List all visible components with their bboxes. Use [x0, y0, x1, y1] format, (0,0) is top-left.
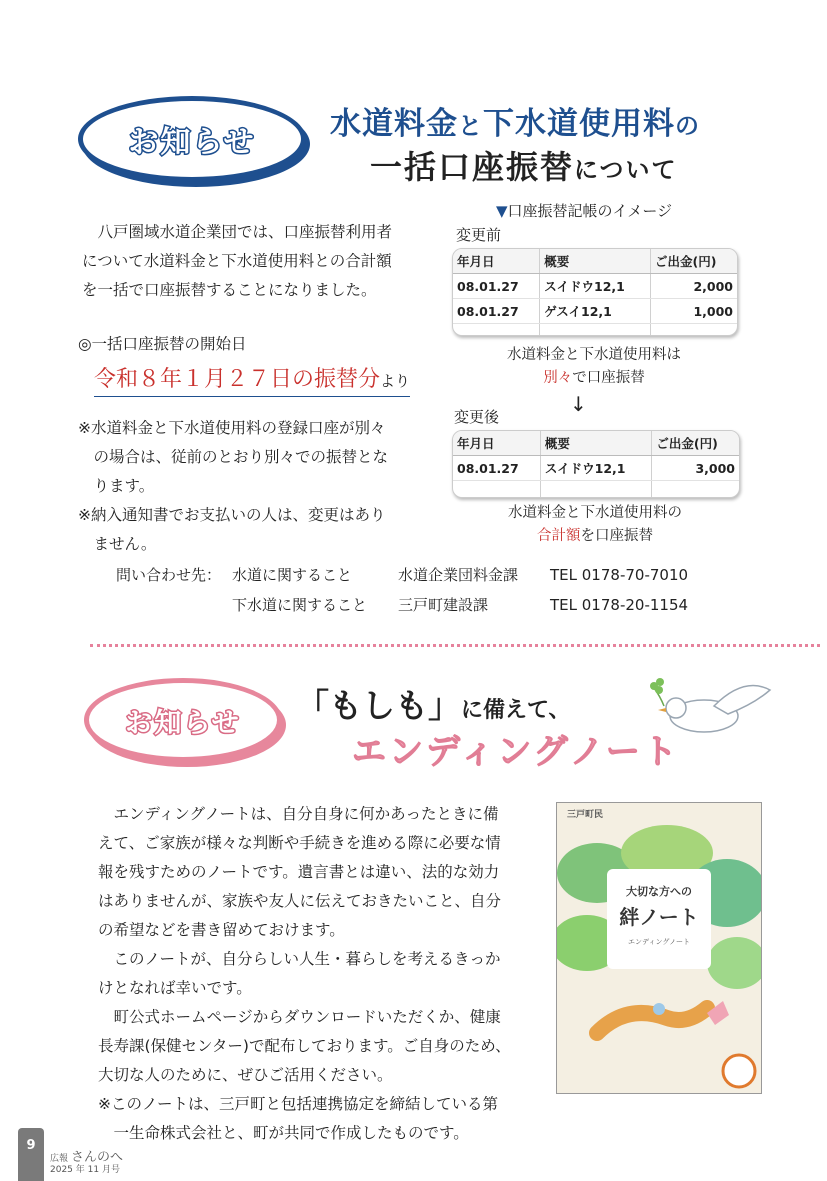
- publication-name: 広報 さんのへ: [50, 1150, 124, 1165]
- ledger-header: 概要: [540, 431, 652, 456]
- contact-tel: TEL 0178-70-7010: [550, 566, 689, 584]
- table-row: 08.01.27 ゲスイ12,1 1,000: [453, 299, 737, 324]
- section2-title-line1: 「もしも」に備えて、: [296, 686, 571, 725]
- caption-after: 水道料金と下水道使用料の 合計額を口座振替: [508, 505, 682, 544]
- ledger-header: 年月日: [453, 249, 540, 274]
- contact-dept: 水道企業団料金課: [398, 566, 519, 584]
- dove-illustration: [644, 666, 774, 750]
- ledger-header: 概要: [540, 249, 651, 274]
- contact-tel: TEL 0178-20-1154: [550, 596, 689, 614]
- caption-before: 水道料金と下水道使用料は 別々で口座振替: [507, 347, 681, 386]
- book-title: 絆ノート: [619, 905, 699, 929]
- table-row: 08.01.27 スイドウ12,1 3,000: [453, 456, 739, 481]
- ledger-image-title: ▼口座振替記帳のイメージ: [496, 202, 673, 220]
- section2-title-line2: エンディングノート: [352, 732, 680, 772]
- intro-paragraph: 八戸圏域水道企業団では、口座振替利用者 について水道料金と下水道使用料との合計額 を一括で口座振替することになりました。: [82, 223, 393, 299]
- contact-label: 問い合わせ先：: [116, 566, 222, 584]
- start-date-underline: [94, 396, 410, 397]
- section1-title-line1: 水道料金と下水道使用料の: [330, 106, 700, 142]
- book-subtitle: 大切な方への: [626, 885, 692, 898]
- triangle-down-icon: ▼: [496, 202, 508, 220]
- contact-topic: 水道に関すること: [232, 566, 353, 584]
- section-divider: [90, 644, 820, 647]
- contact-topic: 下水道に関すること: [232, 596, 368, 614]
- notes: ※水道料金と下水道使用料の登録口座が別々 の場合は、従前のとおり別々での振替とな ります。 ※納入通知書でお支払いの人は、変更はあり ません。: [78, 419, 389, 553]
- book-cover-image: [556, 802, 762, 1094]
- contact-dept: 三戸町建設課: [398, 596, 489, 614]
- issue-date: 2025 年 11 月号: [50, 1165, 120, 1175]
- after-label: 変更後: [454, 408, 500, 426]
- ledger-after: [452, 430, 740, 498]
- ledger-header: ご出金(円): [652, 431, 739, 456]
- book-publisher: 三戸町民: [567, 810, 604, 820]
- start-date: 令和８年１月２７日の振替分より: [94, 367, 411, 392]
- ledger-before: [452, 248, 738, 336]
- notice-badge: お知らせ: [84, 678, 282, 762]
- table-row: 08.01.27 スイドウ12,1 2,000: [453, 274, 737, 299]
- ledger-header: ご出金(円): [651, 249, 737, 274]
- arrow-down-icon: ↓: [570, 392, 587, 416]
- start-heading: ◎一括口座振替の開始日: [78, 335, 247, 353]
- ledger-header: 年月日: [453, 431, 540, 456]
- page-number: 9: [26, 1138, 36, 1153]
- ending-note-body: エンディングノートは、自分自身に何かあったときに備 えて、ご家族が様々な判断や手続きを進める際に必要な情 報を残すためのノートです。遺言書とは違い、法的な効力 はありませんが、家族や友人に伝えておきたいこと、自分 の希望などを書き留めておけます。 このノートが、自分らしい人生・暮らしを考えるきっか けとなれば幸いです。 町公式ホームページからダウンロードいただくか、健康 長寿課(保健センター)で配布しております。ご自身のため、 大切な人のために、ぜひご活用ください。 ※このノートは、三戸町と包括連携協定を締結している第 一生命株式会社と、町が共同で作成したものです。: [98, 805, 511, 1142]
- before-label: 変更前: [456, 226, 502, 244]
- page-number-tab: [18, 1128, 44, 1181]
- notice-badge: お知らせ: [78, 96, 306, 182]
- book-small-text: エンディングノート: [628, 938, 690, 946]
- section1-title-line2: 一括口座振替について: [370, 148, 678, 186]
